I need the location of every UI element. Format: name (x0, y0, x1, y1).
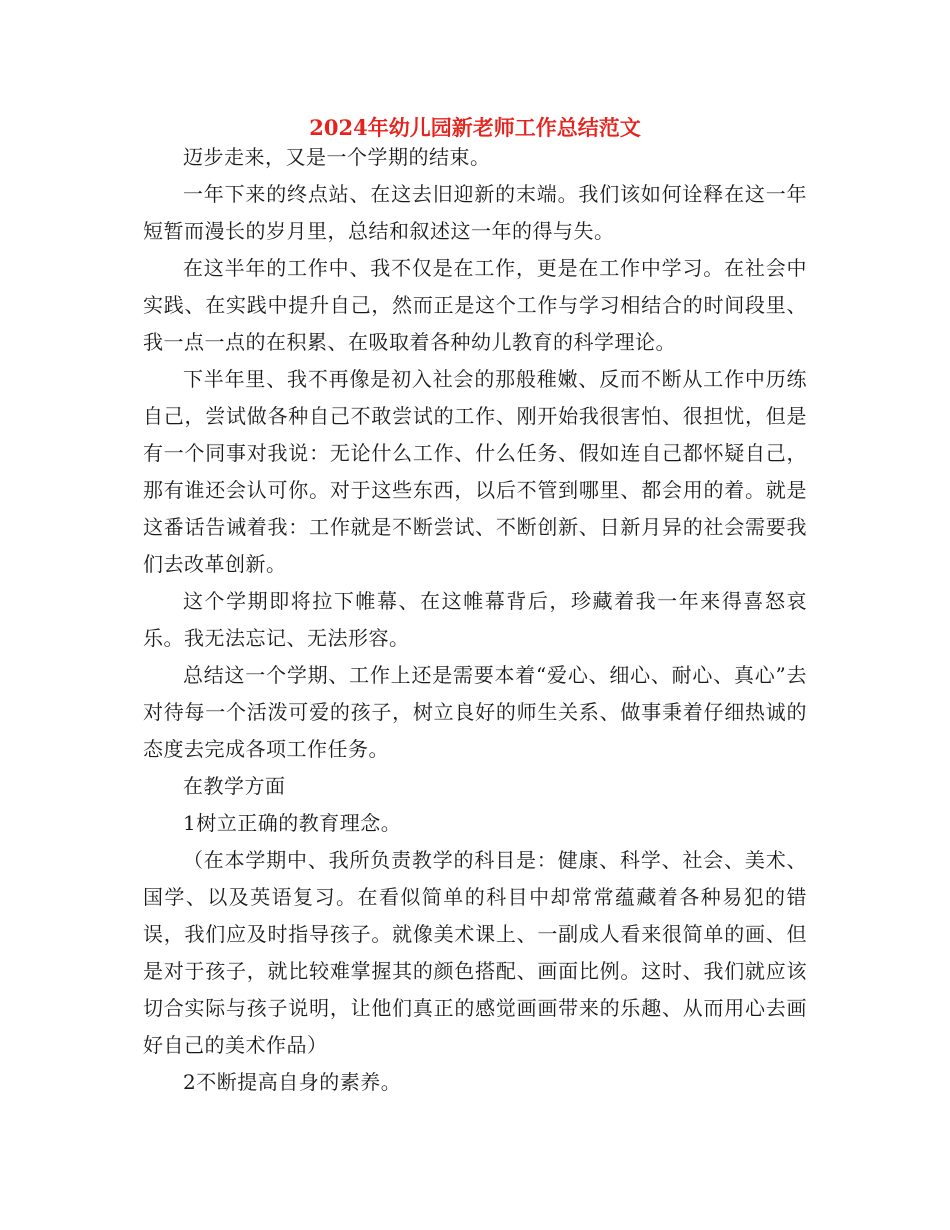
paragraph-1: 迈步走来，又是一个学期的结束。 (183, 145, 491, 169)
section-heading-teaching: 在教学方面 (183, 774, 286, 798)
document-title: 2024年幼儿园新老师工作总结范文 (309, 115, 641, 140)
paragraph-3: 在这半年的工作中、我不仅是在工作，更是在工作中学习。在社会中实践、在实践中提升自己，然而正是这个工作与学习相结合的时间段里、我一点一点的在积累、在吸取着各种幼儿教育的科学理论。 (143, 256, 807, 354)
list-item-1: 1树立正确的教育理念。 (183, 811, 402, 835)
paragraph-7: （在本学期中、我所负责教学的科目是：健康、科学、社会、美术、国学、以及英语复习。在看似简单的科目中却常常蕴藏着各种易犯的错误，我们应及时指导孩子。就像美术课上、一副成人看来很简单的画、但是对于孩子，就比较难掌握其的颜色搭配、画面比例。这时、我们就应该切合实际与孩子说明，让他们真正的感觉画画带来的乐趣、从而用心去画好自己的美术作品） (143, 848, 807, 1057)
list-item-2: 2不断提高自身的素养。 (183, 1070, 402, 1094)
paragraph-2: 一年下来的终点站、在这去旧迎新的末端。我们该如何诠释在这一年短暂而漫长的岁月里，总结和叙述这一年的得与失。 (143, 182, 807, 243)
paragraph-4: 下半年里、我不再像是初入社会的那般稚嫩、反而不断从工作中历练自己，尝试做各种自己不敢尝试的工作、刚开始我很害怕、很担忧，但是有一个同事对我说：无论什么工作、什么任务、假如连自己都怀疑自己，那有谁还会认可你。对于这些东西，以后不管到哪里、都会用的着。就是这番话告诫着我：工作就是不断尝试、不断创新、日新月异的社会需要我们去改革创新。 (143, 367, 807, 576)
paragraph-5: 这个学期即将拉下帷幕、在这帷幕背后，珍藏着我一年来得喜怒哀乐。我无法忘记、无法形容。 (143, 589, 807, 650)
paragraph-6: 总结这一个学期、工作上还是需要本着“爱心、细心、耐心、真心”去对待每一个活泼可爱的孩子，树立良好的师生关系、做事秉着仔细热诚的态度去完成各项工作任务。 (143, 663, 807, 761)
document-body (143, 139, 807, 1101)
